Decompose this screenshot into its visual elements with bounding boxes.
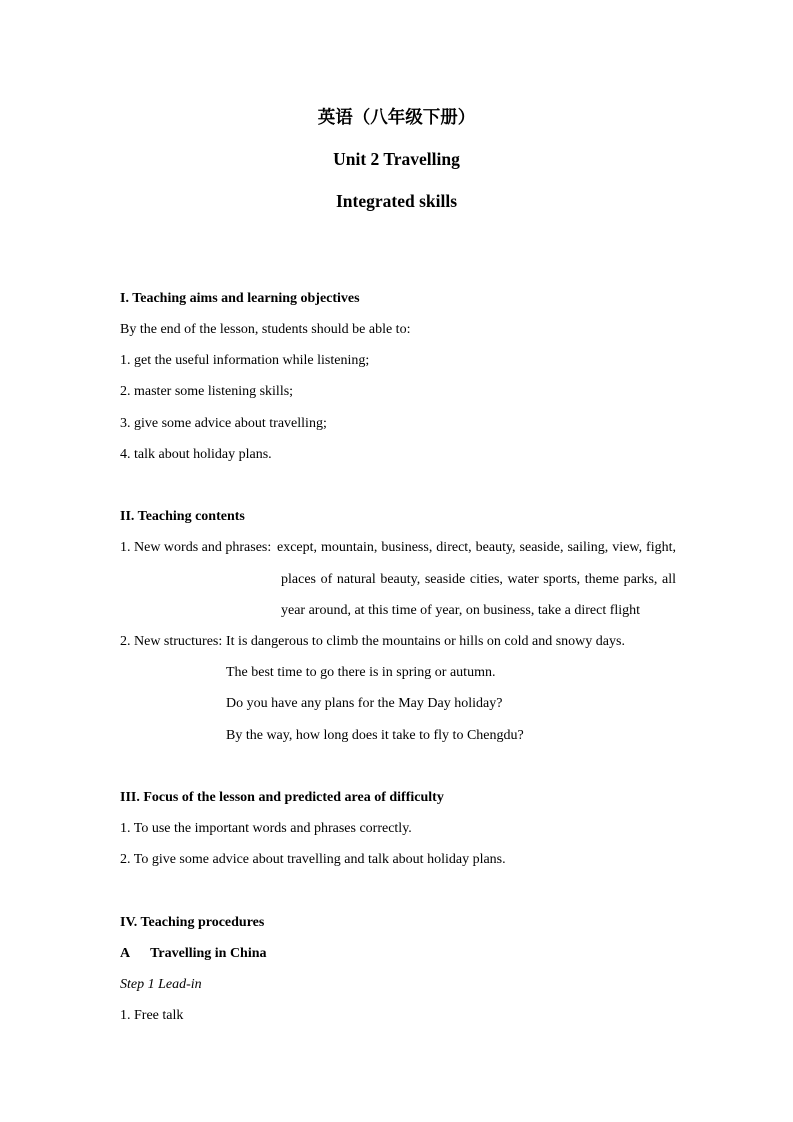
unit-title: Unit 2 Travelling [333,149,460,169]
part-heading [120,945,267,963]
page-title: 英语（八年级下册） [317,107,476,127]
aims-item: 4. talk about holiday plans. [120,447,272,462]
focus-item: 1. To use the important words and phrases correctly. [120,821,412,836]
section-heading-focus: III. Focus of the lesson and predicted area of difficulty [120,790,444,805]
step-item: 1. Free talk [120,1008,184,1023]
aims-item: 2. master some listening skills; [120,384,294,399]
words-line: except, mountain, business, direct, beauty, seaside, sailing, view, fight, [277,540,676,555]
structure-line: By the way, how long does it take to fly to Chengdu? [226,728,524,743]
aims-item: 1. get the useful information while listening; [120,353,370,368]
structure-line: Do you have any plans for the May Day holiday? [226,696,503,711]
step-heading: Step 1 Lead-in [120,977,202,992]
words-label: 1. New words and phrases: [120,540,272,555]
part-title: Travelling in China [150,946,267,961]
part-label: A [120,946,130,961]
structure-line: The best time to go there is in spring or autumn. [226,665,496,680]
section-heading-contents: II. Teaching contents [120,509,245,524]
words-line: places of natural beauty, seaside cities, water sports, theme parks, all [281,572,676,587]
structures-label: 2. New structures: [120,634,223,649]
section-heading-aims: I. Teaching aims and learning objectives [120,291,360,306]
section-heading-procedures: IV. Teaching procedures [120,915,265,930]
structure-line: It is dangerous to climb the mountains or hills on cold and snowy days. [226,634,625,649]
focus-item: 2. To give some advice about travelling and talk about holiday plans. [120,852,506,867]
words-line: year around, at this time of year, on business, take a direct flight [281,603,641,618]
aims-intro: By the end of the lesson, students should be able to: [120,322,411,337]
lesson-title: Integrated skills [335,191,458,211]
aims-item: 3. give some advice about travelling; [120,416,327,431]
